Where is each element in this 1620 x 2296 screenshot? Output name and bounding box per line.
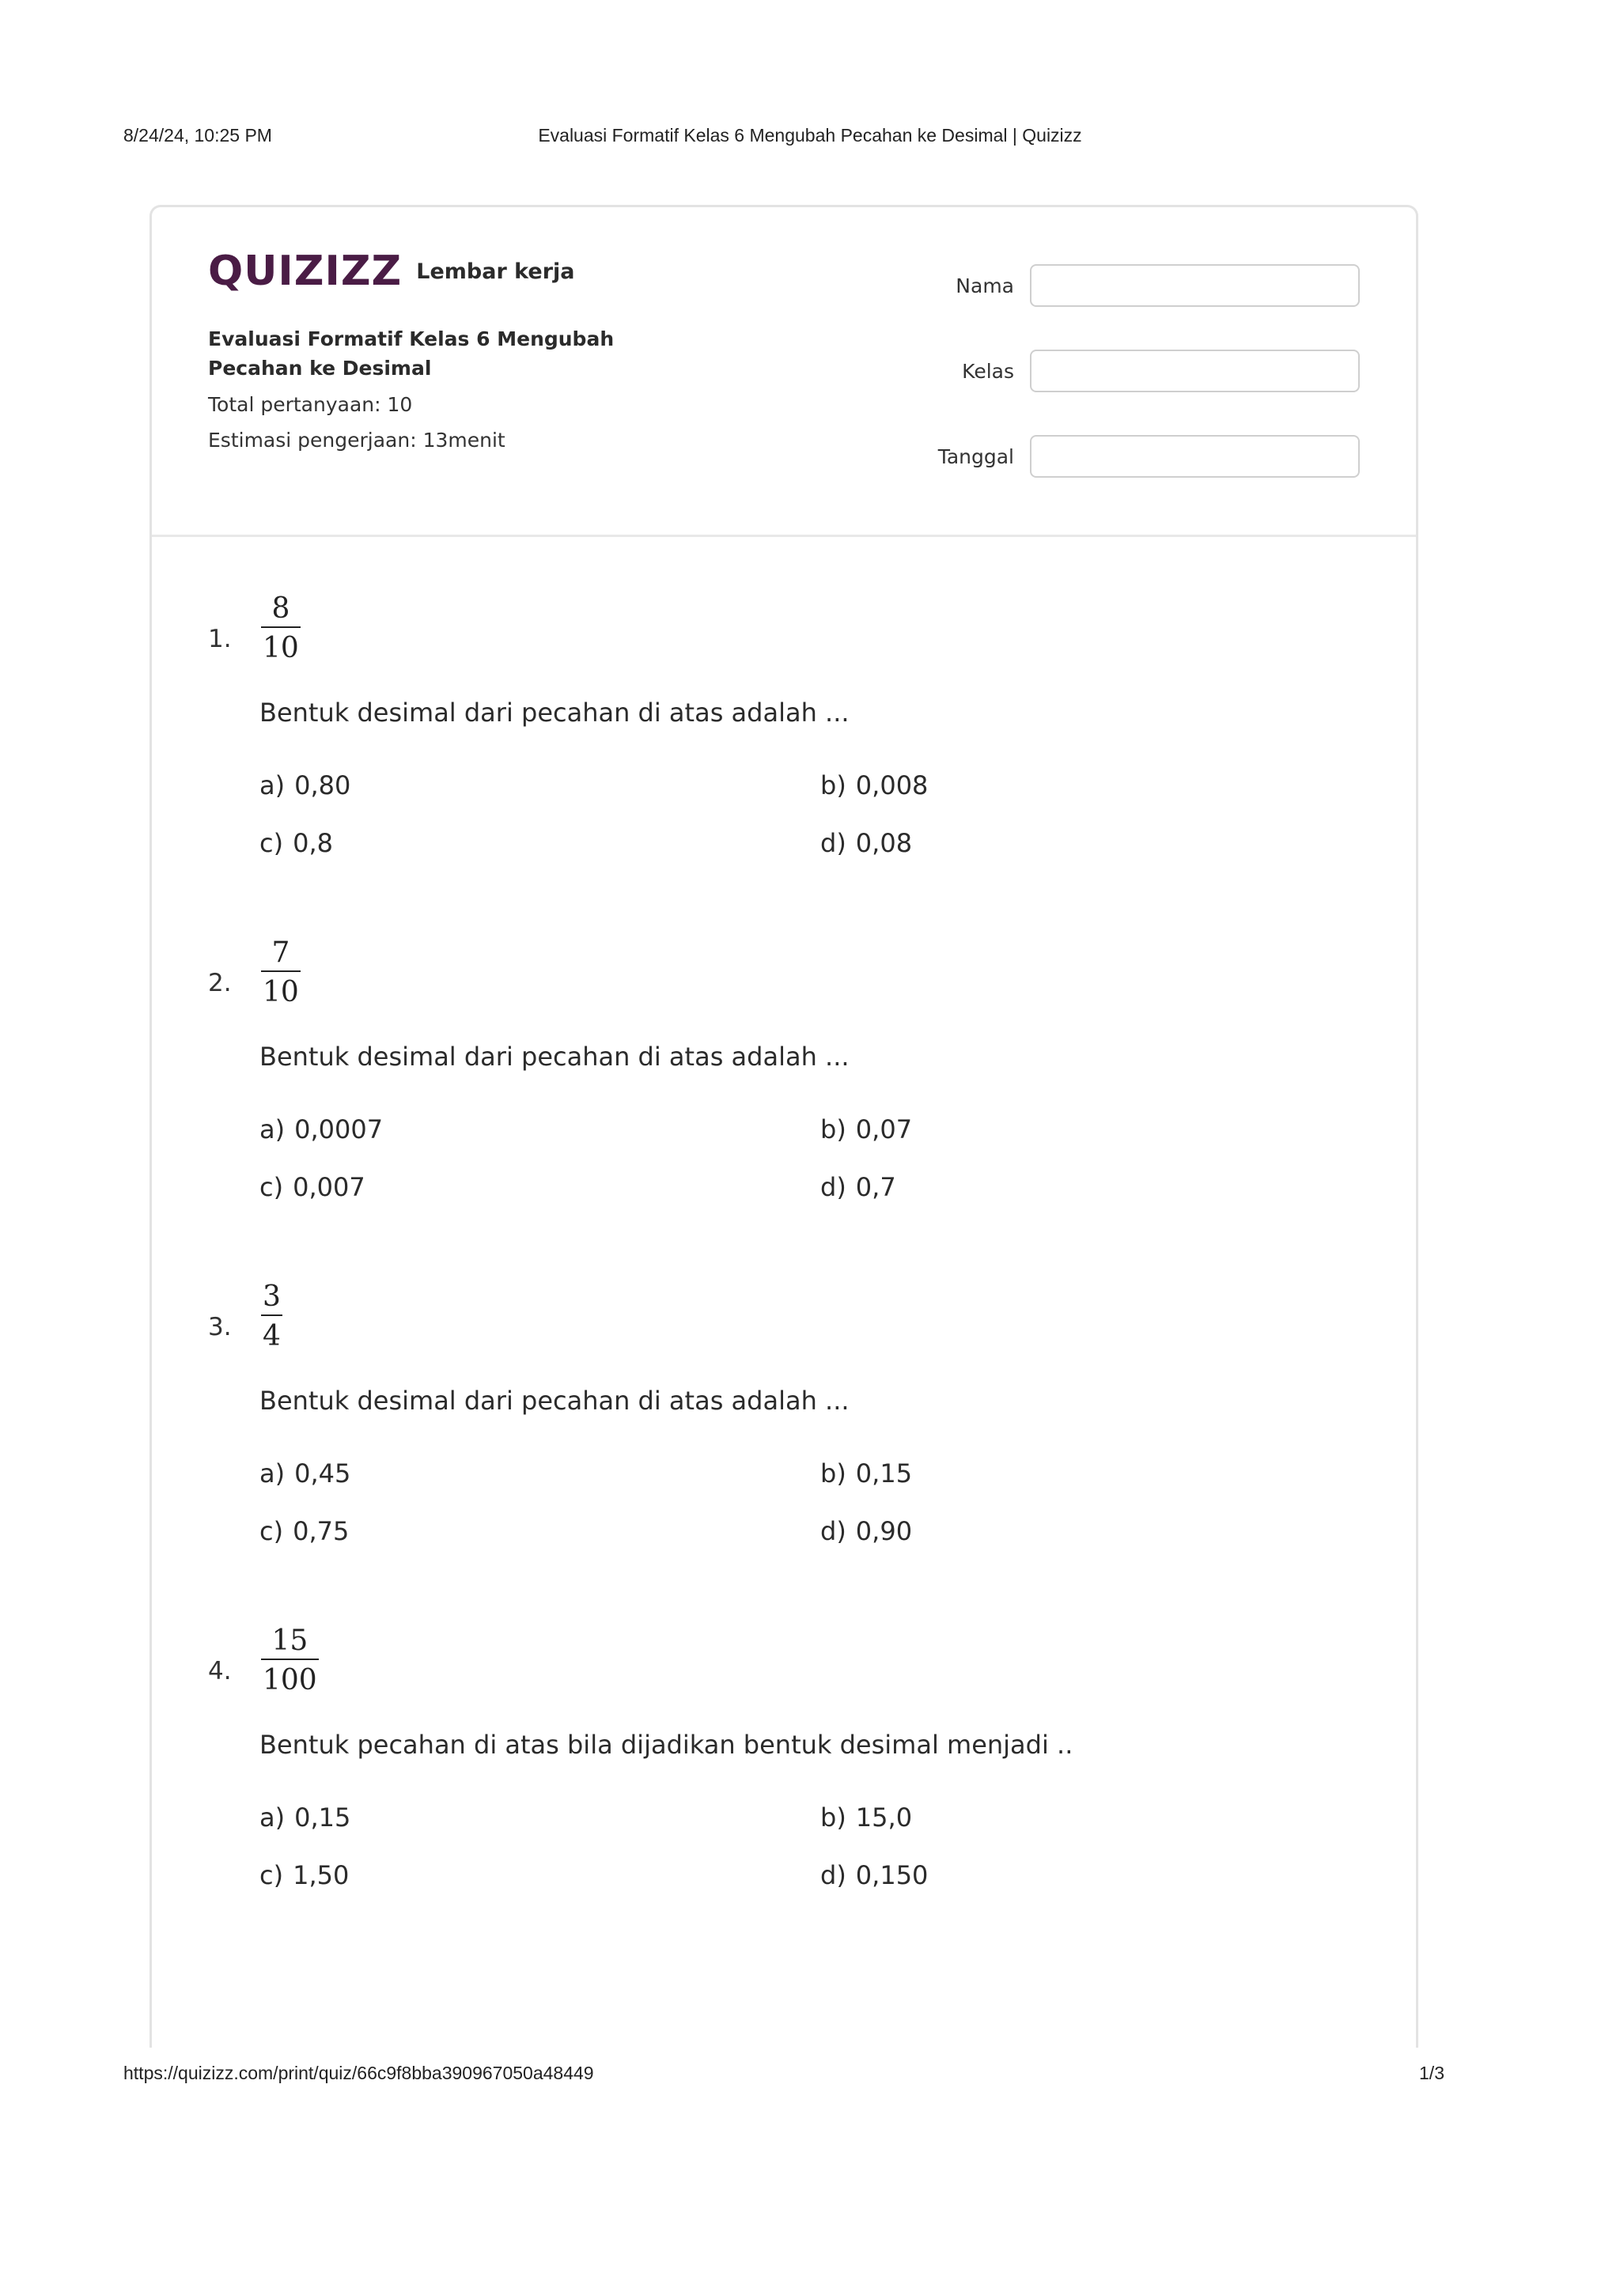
option-a bbox=[259, 770, 350, 800]
option-letter: c) bbox=[259, 828, 284, 858]
option-c bbox=[259, 1516, 349, 1546]
option-text: 0,75 bbox=[293, 1516, 350, 1546]
option-text: 0,15 bbox=[855, 1458, 913, 1488]
print-footer bbox=[123, 2063, 1444, 2091]
option-text: 0,008 bbox=[855, 770, 929, 800]
quizizz-logo: QUIZIZZ bbox=[208, 248, 403, 295]
fraction bbox=[261, 936, 301, 1008]
option-text: 0,08 bbox=[855, 828, 913, 858]
option-text: 0,90 bbox=[855, 1516, 913, 1546]
name-field[interactable] bbox=[1030, 264, 1360, 307]
class-field-row bbox=[962, 350, 1360, 392]
fraction bbox=[261, 592, 301, 664]
option-letter: c) bbox=[259, 1516, 284, 1546]
question-number: 3. bbox=[208, 1313, 232, 1341]
option-text: 0,8 bbox=[293, 828, 333, 858]
option-b bbox=[820, 770, 928, 800]
option-letter: a) bbox=[259, 1458, 286, 1488]
fraction-denominator: 100 bbox=[263, 1664, 317, 1696]
date-field-row bbox=[938, 435, 1360, 478]
print-doc-title: Evaluasi Formatif Kelas 6 Mengubah Pecahan ke Desimal | Quizizz bbox=[538, 125, 1082, 146]
option-letter: b) bbox=[820, 1802, 846, 1833]
option-b bbox=[820, 1802, 912, 1833]
option-b bbox=[820, 1458, 912, 1488]
question-text: Bentuk desimal dari pecahan di atas adalah ... bbox=[259, 1386, 850, 1416]
fraction bbox=[261, 1627, 319, 1695]
fraction-numerator: 15 bbox=[271, 1625, 308, 1657]
option-letter: b) bbox=[820, 1114, 846, 1144]
worksheet-label: Lembar kerja bbox=[416, 259, 575, 284]
option-a bbox=[259, 1458, 350, 1488]
option-letter: d) bbox=[820, 1860, 846, 1890]
option-text: 0,007 bbox=[293, 1172, 365, 1202]
question-number: 4. bbox=[208, 1657, 232, 1685]
worksheet-header bbox=[152, 207, 1416, 537]
name-field-row bbox=[956, 264, 1360, 307]
option-letter: a) bbox=[259, 1114, 286, 1144]
date-label: Tanggal bbox=[937, 444, 1014, 468]
worksheet-card bbox=[150, 205, 1418, 2048]
option-letter: a) bbox=[259, 770, 286, 800]
option-d bbox=[820, 1860, 928, 1890]
fraction-numerator: 7 bbox=[271, 936, 290, 969]
option-text: 0,80 bbox=[294, 770, 351, 800]
option-c bbox=[259, 1860, 349, 1890]
question-text: Bentuk pecahan di atas bila dijadikan bentuk desimal menjadi .. bbox=[259, 1730, 1073, 1760]
quiz-title: Evaluasi Formatif Kelas 6 Mengubah Pecahan ke Desimal bbox=[208, 327, 615, 380]
option-text: 0,45 bbox=[294, 1458, 351, 1488]
option-letter: c) bbox=[259, 1172, 284, 1202]
print-datetime: 8/24/24, 10:25 PM bbox=[123, 125, 272, 146]
question-number: 2. bbox=[208, 969, 232, 997]
name-label: Nama bbox=[956, 274, 1014, 297]
option-text: 0,150 bbox=[855, 1860, 929, 1890]
total-questions: Total pertanyaan: 10 bbox=[208, 393, 413, 416]
option-a bbox=[259, 1802, 350, 1833]
fraction-numerator: 3 bbox=[263, 1280, 281, 1313]
logo-row bbox=[208, 248, 575, 295]
option-d bbox=[820, 828, 912, 858]
option-text: 1,50 bbox=[293, 1860, 350, 1890]
class-field[interactable] bbox=[1030, 350, 1360, 392]
option-letter: d) bbox=[820, 1172, 846, 1202]
fraction-denominator: 4 bbox=[263, 1320, 281, 1352]
option-a bbox=[259, 1114, 383, 1144]
question-text: Bentuk desimal dari pecahan di atas adalah ... bbox=[259, 1042, 850, 1072]
date-field[interactable] bbox=[1030, 435, 1360, 478]
page-number: 1/3 bbox=[1419, 2063, 1444, 2083]
class-label: Kelas bbox=[962, 359, 1014, 383]
print-header bbox=[123, 125, 1497, 153]
option-c bbox=[259, 1172, 365, 1202]
fraction bbox=[261, 1280, 282, 1352]
option-letter: d) bbox=[820, 1516, 846, 1546]
fraction-numerator: 8 bbox=[271, 592, 290, 625]
fraction-denominator: 10 bbox=[263, 632, 299, 664]
option-text: 0,07 bbox=[855, 1114, 913, 1144]
print-url: https://quizizz.com/print/quiz/66c9f8bba390967050a48449 bbox=[123, 2063, 594, 2083]
option-text: 0,7 bbox=[855, 1172, 896, 1202]
question-text: Bentuk desimal dari pecahan di atas adalah ... bbox=[259, 698, 850, 728]
estimated-time: Estimasi pengerjaan: 13menit bbox=[208, 429, 505, 452]
option-d bbox=[820, 1516, 912, 1546]
option-letter: b) bbox=[820, 1458, 846, 1488]
option-text: 15,0 bbox=[855, 1802, 913, 1833]
option-letter: c) bbox=[259, 1860, 284, 1890]
option-letter: a) bbox=[259, 1802, 286, 1833]
option-letter: b) bbox=[820, 770, 846, 800]
option-text: 0,15 bbox=[294, 1802, 351, 1833]
option-text: 0,0007 bbox=[294, 1114, 384, 1144]
question-number: 1. bbox=[208, 625, 232, 653]
option-c bbox=[259, 828, 333, 858]
option-b bbox=[820, 1114, 912, 1144]
fraction-denominator: 10 bbox=[263, 976, 299, 1008]
option-d bbox=[820, 1172, 896, 1202]
option-letter: d) bbox=[820, 828, 846, 858]
